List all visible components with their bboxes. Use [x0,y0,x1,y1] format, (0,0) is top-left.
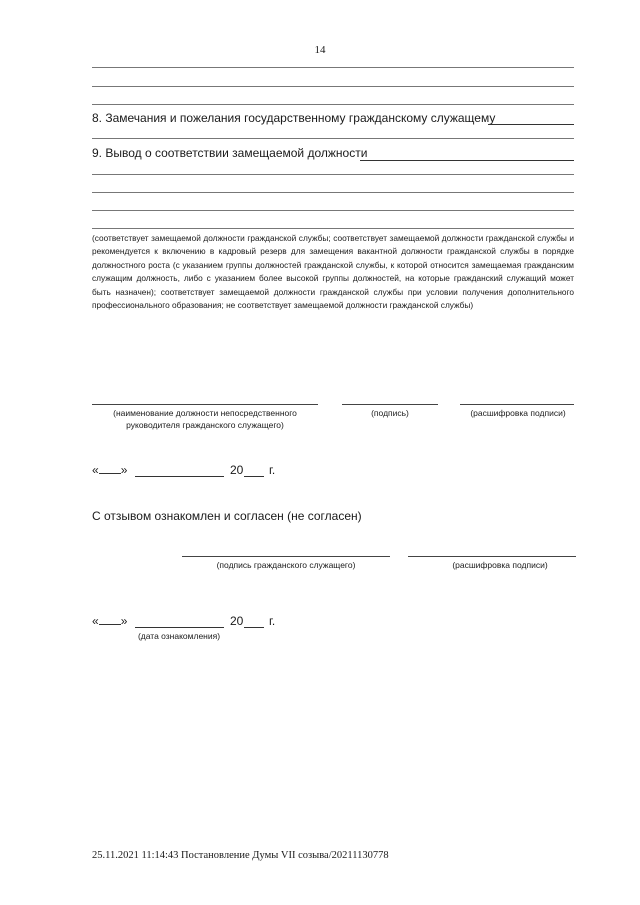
conclusion-note: (соответствует замещаемой должности гражданской службы; соответствует замещаемой должности гражданской службы и рекомендуется к включению в кадровый резерв для замещения вакантной должности гражданской службы в порядке должностного роста (с указанием группы должностей гражданской службы, к которой относится замещаемая гражданским служащим должность, либо с указанием более высокой группы должностей, на которые гражданский служащий может быть назначен); соответствует замещаемой должности гражданской службы при условии получения дополнительного профессионального образования; не соответствует замещаемой должности гражданской службы) [92,233,574,311]
acquaintance-heading: С отзывом ознакомлен и согласен (не согласен) [92,509,362,523]
section-8-fill-line [488,124,574,125]
year-blank [244,627,264,628]
open-quote: « [92,614,99,628]
supervisor-decoding-caption: (расшифровка подписи) [470,408,566,418]
caption-line: руководителя гражданского служащего) [126,420,284,430]
caption-line: (наименование должности непосредственного [113,408,297,418]
year-prefix: 20 [230,614,244,628]
blank-line [92,67,574,68]
blank-line [92,104,574,105]
month-blank [135,627,224,628]
blank-line [92,192,574,193]
supervisor-signature-caption: (подпись) [371,408,409,418]
employee-decoding-caption: (расшифровка подписи) [452,560,548,570]
blank-line [92,210,574,211]
section-9-fill-line [360,160,574,161]
blank-line [92,174,574,175]
year-suffix: г. [269,614,276,628]
blank-line [92,228,574,229]
date-row-1 [92,463,127,477]
year-blank [244,476,264,477]
year-prefix: 20 [230,463,244,477]
supervisor-signature-line [342,404,438,405]
page-number: 14 [314,44,326,56]
supervisor-decoding-line [460,404,574,405]
employee-decoding-line [408,556,576,557]
document-footer: 25.11.2021 11:14:43 Постановление Думы VII созыва/20211130778 [92,850,389,861]
blank-line [92,138,574,139]
section-8-label: 8. Замечания и пожелания государственному гражданскому служащему [92,111,496,125]
month-blank [135,476,224,477]
employee-signature-caption: (подпись гражданского служащего) [216,560,356,570]
date-row-2 [92,614,127,628]
close-quote: » [120,614,128,628]
supervisor-position-caption [92,407,318,431]
open-quote: « [92,463,99,477]
acquaintance-date-caption: (дата ознакомления) [137,631,221,641]
year-suffix: г. [269,463,276,477]
day-blank [99,463,121,474]
close-quote: » [120,463,128,477]
supervisor-position-line [92,404,318,405]
employee-signature-line [182,556,390,557]
blank-line [92,86,574,87]
section-9-label: 9. Вывод о соответствии замещаемой должности [92,146,368,160]
day-blank [99,614,121,625]
